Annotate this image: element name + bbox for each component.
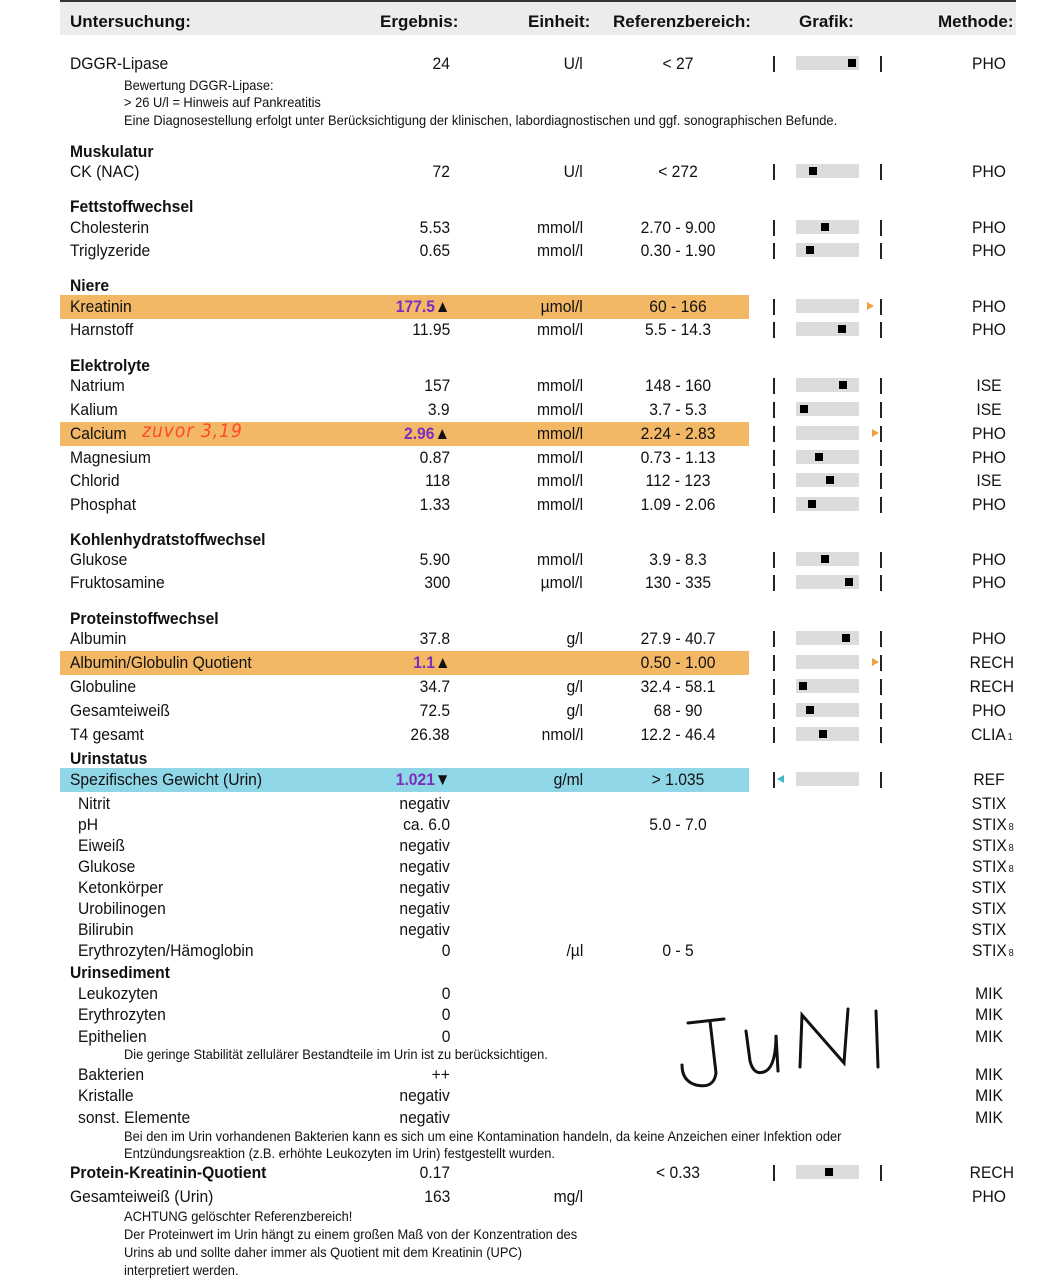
graph-marker (819, 730, 827, 738)
row-result: 26.38 (410, 725, 450, 744)
above-range-marker-icon (872, 658, 879, 666)
row-method: PHO (972, 320, 1006, 339)
row-reference: 1.09 - 2.06 (640, 495, 716, 514)
row-method: RECH (969, 653, 1014, 672)
graph-track (796, 575, 859, 589)
row-method: MIK (975, 1108, 1003, 1127)
row-reference: 5.5 - 14.3 (644, 320, 712, 339)
row-unit: g/l (566, 629, 583, 648)
graph-marker (815, 453, 823, 461)
graph-track (796, 631, 859, 645)
graph-marker (838, 325, 846, 333)
row-name: Eiweiß (78, 836, 125, 855)
row-reference: 2.70 - 9.00 (640, 218, 716, 237)
row-reference: 32.4 - 58.1 (640, 677, 716, 696)
graph-left-bound (773, 402, 775, 418)
below-range-marker-icon (777, 775, 784, 783)
graph-left-bound (773, 772, 775, 788)
row-result: negativ (399, 794, 450, 813)
method-text: STIX (972, 836, 1007, 855)
row-method: ISE (976, 376, 1002, 395)
row-unit: mmol/l (536, 320, 583, 339)
graph-marker (839, 381, 847, 389)
graph-track (796, 402, 859, 416)
row-result: negativ (399, 1108, 450, 1127)
row-unit: mmol/l (536, 448, 583, 467)
row-name: Ketonkörper (78, 878, 164, 897)
row-name: Spezifisches Gewicht (Urin) (70, 770, 263, 789)
graph-marker (845, 578, 853, 586)
row-name: Glukose (78, 857, 136, 876)
graph-marker (842, 634, 850, 642)
method-footnote: 8 (1008, 822, 1014, 833)
row-name: Fruktosamine (70, 573, 165, 592)
graph-marker (806, 246, 814, 254)
row-reference: 3.7 - 5.3 (649, 400, 707, 419)
graph-marker (800, 405, 808, 413)
row-result: 24 (432, 54, 450, 73)
graph-right-bound (880, 552, 882, 568)
row-result (395, 297, 450, 317)
graph-marker (826, 476, 834, 484)
arrow-down-icon: ▼ (434, 770, 450, 789)
row-name: Leukozyten (78, 984, 158, 1003)
note: Urins ab und sollte daher immer als Quotient mit dem Kreatinin (UPC) (124, 1244, 523, 1260)
row-method: ISE (976, 400, 1002, 419)
row-reference: 3.9 - 8.3 (649, 550, 707, 569)
graph-marker (821, 223, 829, 231)
section-title: Urinsediment (70, 963, 170, 982)
header-ergebnis: Ergebnis: (380, 12, 459, 31)
row-unit: mmol/l (536, 550, 583, 569)
row-method: PHO (972, 448, 1006, 467)
row-name: Albumin (70, 629, 127, 648)
graph-left-bound (773, 450, 775, 466)
row-result: 0 (441, 1005, 450, 1024)
graph-track (796, 299, 859, 313)
graph-track (796, 703, 859, 717)
row-name: Kalium (70, 400, 118, 419)
row-result: 0 (441, 941, 450, 960)
row-method: STIX (971, 920, 1007, 939)
graph-left-bound (773, 378, 775, 394)
method-text: STIX (972, 857, 1007, 876)
row-reference: 68 - 90 (653, 701, 703, 720)
row-method: MIK (975, 1065, 1003, 1084)
row-name: pH (78, 815, 98, 834)
row-method: PHO (972, 573, 1006, 592)
graph-track (796, 243, 859, 257)
row-unit: nmol/l (541, 725, 583, 744)
handwriting-stroke (800, 1009, 848, 1067)
graph-left-bound (773, 220, 775, 236)
row-method: PHO (972, 241, 1006, 260)
row-result: 0.17 (419, 1163, 450, 1182)
note: Der Proteinwert im Urin hängt zu einem großen Maß von der Konzentration des (124, 1226, 578, 1242)
section-title: Muskulatur (70, 142, 154, 161)
arrow-up-icon: ▲ (434, 653, 450, 672)
graph-left-bound (773, 164, 775, 180)
handwritten-note: zuvor 3,19 (142, 420, 243, 442)
graph-left-bound (773, 631, 775, 647)
row-method: PHO (972, 297, 1006, 316)
graph-track (796, 56, 859, 70)
row-name: Erythrozyten/Hämoglobin (78, 941, 254, 960)
row-reference: 27.9 - 40.7 (640, 629, 716, 648)
row-name: Globuline (70, 677, 137, 696)
graph-left-bound (773, 56, 775, 72)
row-method: PHO (972, 218, 1006, 237)
row-reference: 60 - 166 (649, 297, 707, 316)
row-unit: mmol/l (536, 495, 583, 514)
row-result: negativ (399, 1086, 450, 1105)
graph-left-bound (773, 703, 775, 719)
row-result: negativ (399, 857, 450, 876)
graph-track (796, 220, 859, 234)
row-method: STIX (971, 899, 1007, 918)
graph-left-bound (773, 497, 775, 513)
row-name: Kristalle (78, 1086, 134, 1105)
row-result: 1.33 (419, 495, 450, 514)
row-method (972, 815, 1014, 838)
graph-left-bound (773, 426, 775, 442)
row-reference: > 1.035 (651, 770, 705, 789)
handwriting-stroke (876, 1011, 878, 1067)
graph-marker (821, 555, 829, 563)
arrow-up-icon: ▲ (434, 297, 450, 316)
row-method: PHO (972, 54, 1006, 73)
note: Bewertung DGGR-Lipase: (124, 77, 274, 93)
graph-right-bound (880, 402, 882, 418)
graph-left-bound (773, 1165, 775, 1181)
row-method (972, 941, 1014, 964)
row-result: 118 (425, 471, 450, 490)
graph-marker (809, 167, 817, 175)
header-einheit: Einheit: (528, 12, 591, 31)
row-reference: < 27 (662, 54, 694, 73)
row-unit: mmol/l (536, 241, 583, 260)
row-name: Protein-Kreatinin-Quotient (70, 1163, 267, 1182)
row-name: T4 gesamt (70, 725, 144, 744)
graph-right-bound (880, 56, 882, 72)
graph-track (796, 655, 859, 669)
graph-right-bound (880, 164, 882, 180)
row-method (972, 857, 1014, 880)
header-untersuchung: Untersuchung: (70, 12, 191, 31)
section-title: Proteinstoffwechsel (70, 609, 219, 628)
graph-left-bound (773, 575, 775, 591)
row-unit: g/l (566, 701, 583, 720)
row-reference: < 272 (658, 162, 698, 181)
graph-left-bound (773, 727, 775, 743)
row-unit: µmol/l (540, 573, 583, 592)
row-result (395, 770, 450, 790)
graph-track (796, 322, 859, 336)
section-title: Niere (70, 276, 110, 295)
graph-track (796, 679, 859, 693)
row-name: DGGR-Lipase (70, 54, 169, 73)
row-method: MIK (975, 1086, 1003, 1105)
method-footnote: 8 (1008, 864, 1014, 875)
graph-right-bound (880, 655, 882, 671)
row-unit: g/ml (553, 770, 583, 789)
graph-track (796, 497, 859, 511)
row-reference: 0.30 - 1.90 (640, 241, 716, 260)
row-result: 11.95 (412, 320, 450, 339)
row-method (971, 725, 1013, 748)
handwritten-juni (676, 995, 916, 1095)
row-result (413, 653, 450, 673)
graph-left-bound (773, 679, 775, 695)
row-method: ISE (976, 471, 1002, 490)
row-result: 163 (423, 1187, 450, 1206)
graph-left-bound (773, 322, 775, 338)
row-name: sonst. Elemente (78, 1108, 191, 1127)
row-method: PHO (972, 701, 1006, 720)
graph-left-bound (773, 243, 775, 259)
graph-right-bound (880, 727, 882, 743)
row-name: Magnesium (70, 448, 151, 467)
row-result: 300 (423, 573, 450, 592)
graph-left-bound (773, 473, 775, 489)
row-result: 37.8 (419, 629, 450, 648)
row-reference: 5.0 - 7.0 (649, 815, 707, 834)
graph-right-bound (880, 426, 882, 442)
graph-marker (848, 59, 856, 67)
graph-right-bound (880, 299, 882, 315)
header-referenz: Referenzbereich: (613, 12, 751, 31)
note: Eine Diagnosestellung erfolgt unter Berücksichtigung der klinischen, labordiagnostischen und ggf. sonographischen Befunde. (124, 112, 838, 128)
graph-right-bound (880, 243, 882, 259)
graph-right-bound (880, 772, 882, 788)
row-method: RECH (969, 677, 1014, 696)
flag-value: 1.1 (412, 653, 435, 672)
method-footnote: 1 (1007, 732, 1013, 743)
header-grafik: Grafik: (799, 12, 854, 31)
row-reference: 130 - 335 (644, 573, 712, 592)
row-result: 0 (441, 984, 450, 1003)
row-name: Bakterien (78, 1065, 145, 1084)
row-method: MIK (975, 1027, 1003, 1046)
row-method: PHO (972, 424, 1006, 443)
row-method: MIK (975, 984, 1003, 1003)
row-result: 3.9 (428, 400, 450, 419)
section-title: Elektrolyte (70, 356, 150, 375)
graph-marker (825, 1168, 833, 1176)
note: > 26 U/l = Hinweis auf Pankreatitis (124, 94, 321, 110)
row-name: Nitrit (78, 794, 111, 813)
row-result: negativ (399, 878, 450, 897)
method-footnote: 8 (1008, 843, 1014, 854)
row-reference: 0.73 - 1.13 (640, 448, 716, 467)
handwriting-stroke (746, 1031, 778, 1073)
graph-marker (799, 682, 807, 690)
row-name: Erythrozyten (78, 1005, 166, 1024)
row-reference: 148 - 160 (644, 376, 712, 395)
graph-left-bound (773, 552, 775, 568)
method-text: STIX (972, 815, 1007, 834)
row-unit: mg/l (553, 1187, 583, 1206)
row-name: CK (NAC) (70, 162, 140, 181)
row-name: Epithelien (78, 1027, 147, 1046)
graph-right-bound (880, 220, 882, 236)
row-name: Phosphat (70, 495, 137, 514)
graph-track (796, 772, 859, 786)
graph-right-bound (880, 679, 882, 695)
graph-right-bound (880, 703, 882, 719)
graph-right-bound (880, 450, 882, 466)
row-name: Cholesterin (70, 218, 150, 237)
row-result: 72 (432, 162, 450, 181)
graph-track (796, 727, 859, 741)
row-result: negativ (399, 920, 450, 939)
row-name: Triglyzeride (70, 241, 151, 260)
row-result: negativ (399, 899, 450, 918)
note: interpretiert werden. (124, 1262, 239, 1278)
graph-track (796, 426, 859, 440)
graph-left-bound (773, 655, 775, 671)
row-method: MIK (975, 1005, 1003, 1024)
row-result: 157 (423, 376, 450, 395)
row-name: Calcium (70, 424, 127, 443)
row-unit: mmol/l (536, 424, 583, 443)
row-result: 0.65 (419, 241, 450, 260)
graph-marker (806, 706, 814, 714)
row-method (972, 836, 1014, 859)
method-text: STIX (972, 941, 1007, 960)
row-unit: mmol/l (536, 376, 583, 395)
row-method: RECH (969, 1163, 1014, 1182)
row-unit: µmol/l (540, 297, 583, 316)
graph-right-bound (880, 631, 882, 647)
graph-track (796, 1165, 859, 1179)
row-reference: 112 - 123 (645, 471, 711, 490)
graph-track (796, 450, 859, 464)
row-name: Natrium (70, 376, 125, 395)
graph-track (796, 378, 859, 392)
row-method: PHO (972, 629, 1006, 648)
row-result: negativ (399, 836, 450, 855)
graph-left-bound (773, 299, 775, 315)
note: Bei den im Urin vorhandenen Bakterien kann es sich um eine Kontamination handeln, da keine Anzeichen einer Infektion oder (124, 1128, 842, 1144)
row-name: Kreatinin (70, 297, 132, 316)
row-method: PHO (972, 550, 1006, 569)
row-name: Harnstoff (70, 320, 134, 339)
row-result: 5.53 (419, 218, 450, 237)
note: Entzündungsreaktion (z.B. erhöhte Leukozyten im Urin) festgestellt wurden. (124, 1145, 555, 1161)
row-result: ca. 6.0 (403, 815, 450, 834)
row-name: Glukose (70, 550, 128, 569)
header-methode: Methode: (938, 12, 1014, 31)
graph-track (796, 473, 859, 487)
row-result (404, 424, 450, 444)
graph-right-bound (880, 497, 882, 513)
row-result: 34.7 (419, 677, 450, 696)
above-range-marker-icon (872, 429, 879, 437)
row-method: PHO (972, 495, 1006, 514)
graph-right-bound (880, 473, 882, 489)
row-unit: mmol/l (536, 218, 583, 237)
above-range-marker-icon (867, 302, 874, 310)
row-method: REF (973, 770, 1005, 789)
section-title: Fettstoffwechsel (70, 197, 194, 216)
graph-right-bound (880, 1165, 882, 1181)
row-unit: /µl (566, 941, 583, 960)
flag-value: 1.021 (395, 770, 435, 789)
graph-right-bound (880, 575, 882, 591)
row-unit: mmol/l (536, 400, 583, 419)
note: Die geringe Stabilität zellulärer Bestandteile im Urin ist zu berücksichtigen. (124, 1046, 548, 1062)
method-footnote: 8 (1008, 948, 1014, 959)
row-result: 5.90 (419, 550, 450, 569)
row-reference: < 0.33 (656, 1163, 700, 1182)
row-reference: 0 - 5 (662, 941, 694, 960)
row-method: STIX (971, 794, 1007, 813)
row-name: Urobilinogen (78, 899, 166, 918)
row-name: Chlorid (70, 471, 120, 490)
row-unit: g/l (566, 677, 583, 696)
method-text: CLIA (971, 725, 1006, 744)
graph-right-bound (880, 378, 882, 394)
row-method: PHO (972, 1187, 1006, 1206)
row-name: Gesamteiweiß (70, 701, 170, 720)
graph-right-bound (880, 322, 882, 338)
row-name: Gesamteiweiß (Urin) (70, 1187, 214, 1206)
flag-value: 2.96 (404, 424, 435, 443)
row-result: ++ (431, 1065, 450, 1084)
row-unit: U/l (563, 54, 583, 73)
graph-marker (808, 500, 816, 508)
graph-track (796, 164, 859, 178)
row-name: Bilirubin (78, 920, 134, 939)
note: ACHTUNG gelöschter Referenzbereich! (124, 1208, 353, 1224)
section-title: Urinstatus (70, 749, 148, 768)
row-reference: 0.50 - 1.00 (640, 653, 716, 672)
flag-value: 177.5 (395, 297, 435, 316)
row-method: PHO (972, 162, 1006, 181)
row-reference: 2.24 - 2.83 (640, 424, 716, 443)
row-reference: 12.2 - 46.4 (640, 725, 716, 744)
handwriting-stroke (682, 1019, 724, 1086)
section-title: Kohlenhydratstoffwechsel (70, 530, 266, 549)
arrow-up-icon: ▲ (434, 424, 450, 443)
row-unit: U/l (563, 162, 583, 181)
row-unit: mmol/l (536, 471, 583, 490)
row-method: STIX (971, 878, 1007, 897)
row-result: 0 (441, 1027, 450, 1046)
row-result: 72.5 (419, 701, 450, 720)
row-name: Albumin/Globulin Quotient (70, 653, 252, 672)
row-result: 0.87 (419, 448, 450, 467)
graph-track (796, 552, 859, 566)
